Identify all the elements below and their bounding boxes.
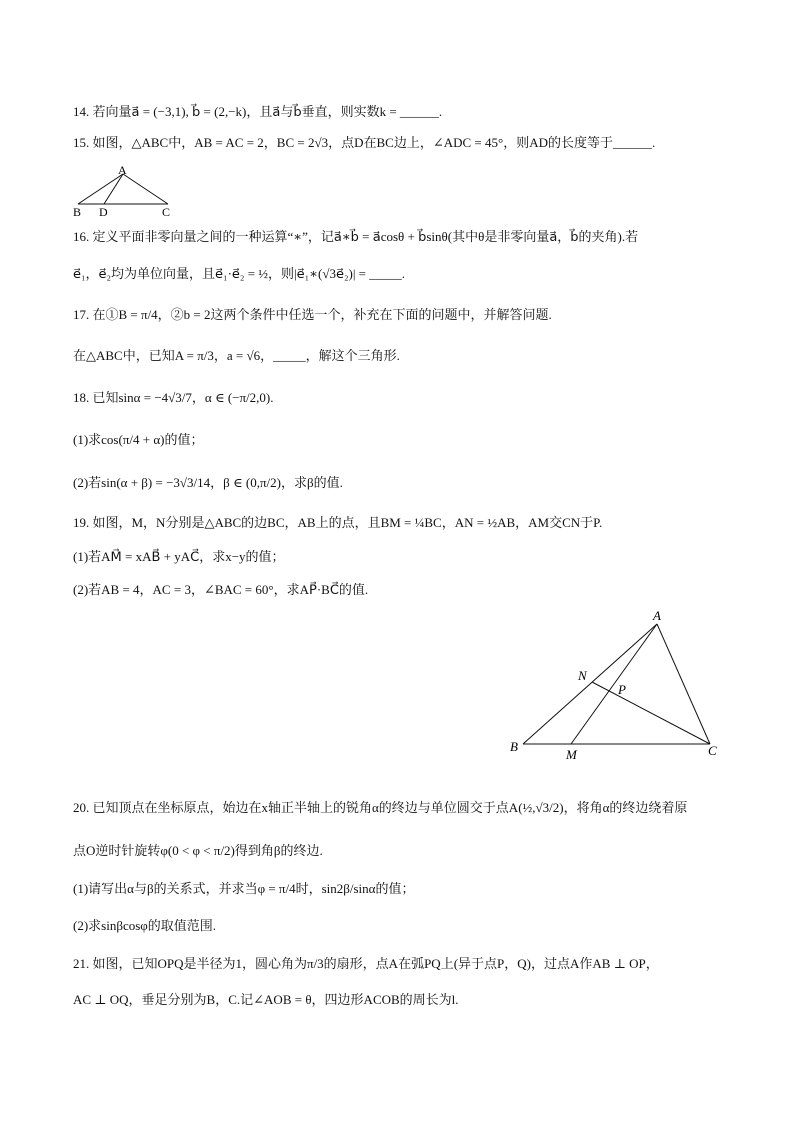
problem-15: 15. 如图，△ABC中，AB = AC = 2，BC = 2√3，点D在BC边上，∠ADC = 45°，则AD的长度等于______. — [73, 135, 656, 150]
fig19-label-p: P — [618, 682, 626, 697]
problem-20-line2: 点O逆时针旋转φ(0 < φ < π/2)得到角β的终边. — [73, 843, 323, 858]
problem-20-q2: (2)求sinβcosφ的取值范围. — [73, 918, 217, 933]
fig19-label-b: B — [510, 739, 518, 754]
problem-18-line1: 18. 已知sinα = −4√3/7，α ∈ (−π/2,0). — [73, 390, 274, 405]
problem-20-q1: (1)请写出α与β的关系式，并求当φ = π/4时，sin2β/sinα的值； — [73, 881, 415, 896]
problem-17-line1: 17. 在①B = π/4，②b = 2这两个条件中任选一个，补充在下面的问题中，并解答问题. — [73, 307, 552, 322]
fig15-label-d: D — [99, 205, 108, 219]
fig15-label-a: A — [118, 163, 127, 177]
problem-18-q2: (2)若sin(α + β) = −3√3/14，β ∈ (0,π/2)，求β的值. — [73, 475, 343, 490]
figure-15-triangle — [70, 163, 180, 219]
problem-19-q2: (2)若AB = 4，AC = 3，∠BAC = 60°，求AP⃗·BC⃗的值. — [73, 582, 369, 597]
problem-14: 14. 若向量a⃗ = (−3,1), b⃗ = (2,−k)，且a⃗与b⃗垂直，则实数k = ______. — [73, 104, 443, 119]
problem-16-line2: e⃗₁，e⃗₂均为单位向量，且e⃗₁·e⃗₂ = ½，则|e⃗₁∗(√3e⃗₂)| = _____. — [73, 266, 406, 281]
problem-20-line1: 20. 已知顶点在坐标原点，始边在x轴正半轴上的锐角α的终边与单位圆交于点A(½,√3/2)，将角α的终边绕着原 — [73, 800, 688, 815]
fig19-label-m: M — [566, 747, 577, 762]
fig15-label-b: B — [73, 205, 82, 219]
figure-19-triangle — [505, 604, 730, 766]
fig19-label-a: A — [653, 608, 661, 623]
problem-16-line1: 16. 定义平面非零向量之间的一种运算“∗”，记a⃗∗b⃗ = a⃗cosθ + b⃗sinθ(其中θ是非零向量a⃗，b⃗的夹角).若 — [73, 229, 639, 244]
fig15-label-c: C — [162, 205, 171, 219]
fig19-label-n: N — [578, 668, 587, 683]
problem-21-line2: AC ⊥ OQ，垂足分别为B，C.记∠AOB = θ，四边形ACOB的周长为l. — [73, 992, 459, 1007]
fig19-label-c: C — [708, 743, 717, 758]
problem-19-q1: (1)若AM⃗ = xAB⃗ + yAC⃗，求x−y的值； — [73, 549, 285, 564]
problem-18-q1: (1)求cos(π/4 + α)的值； — [73, 432, 204, 447]
problem-17-line2: 在△ABC中，已知A = π/3，a = √6，_____，解这个三角形. — [73, 348, 400, 363]
problem-21-line1: 21. 如图，已知OPQ是半径为1，圆心角为π/3的扇形，点A在弧PQ上(异于点P，Q)，过点A作AB ⊥ OP， — [73, 956, 659, 971]
problem-19-line1: 19. 如图，M，N分别是△ABC的边BC，AB上的点，且BM = ¼BC，AN = ½AB，AM交CN于P. — [73, 515, 603, 530]
